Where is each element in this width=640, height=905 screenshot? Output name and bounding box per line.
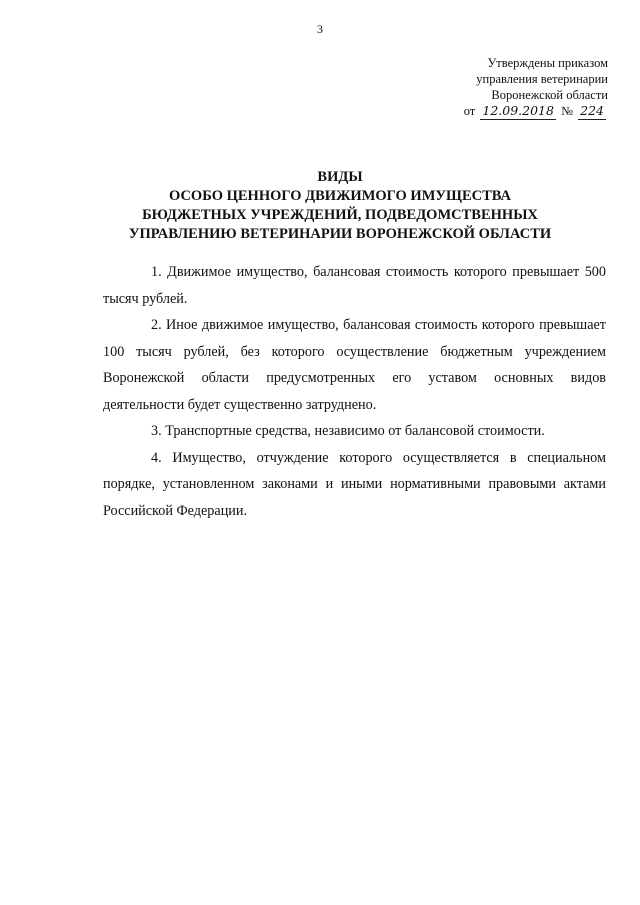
list-item: 3. Транспортные средства, независимо от балансовой стоимости.	[151, 423, 545, 439]
title-line-3: БЮДЖЕТНЫХ УЧРЕЖДЕНИЙ, ПОДВЕДОМСТВЕННЫХ	[142, 207, 538, 223]
approval-from-prefix: от	[463, 104, 476, 118]
approval-number-prefix: №	[561, 104, 574, 118]
list-item: 4. Имущество, отчуждение которого осуществляется в специальном порядке, установленном законами и иными нормативными правовыми актами Российской Федерации.	[103, 449, 606, 519]
approval-handwritten-date: 12.09.2018	[482, 103, 554, 118]
list-item: 1. Движимое имущество, балансовая стоимость которого превышает 500 тысяч рублей.	[103, 264, 606, 307]
approval-line-3: Воронежской области	[491, 88, 608, 102]
approval-line-2: управления ветеринарии	[476, 72, 608, 86]
page-number: 3	[317, 22, 323, 36]
title-line-1: ВИДЫ	[317, 169, 363, 185]
approval-stamp-block	[418, 55, 608, 120]
title-line-4: УПРАВЛЕНИЮ ВЕТЕРИНАРИИ ВОРОНЕЖСКОЙ ОБЛАСТИ	[128, 226, 552, 242]
document-body	[103, 259, 606, 524]
approval-handwritten-number: 224	[580, 103, 604, 118]
approval-date-number-line	[418, 103, 608, 120]
document-title	[60, 168, 620, 244]
approval-line-1: Утверждены приказом	[487, 56, 608, 70]
list-item: 2. Иное движимое имущество, балансовая стоимость которого превышает 100 тысяч рублей, без которого осуществление бюджетным учреждением Воронежской области предусмотренных его уставом основных видов деятельности будет существенно затруднено.	[103, 317, 606, 413]
title-line-2: ОСОБО ЦЕННОГО ДВИЖИМОГО ИМУЩЕСТВА	[169, 188, 511, 204]
